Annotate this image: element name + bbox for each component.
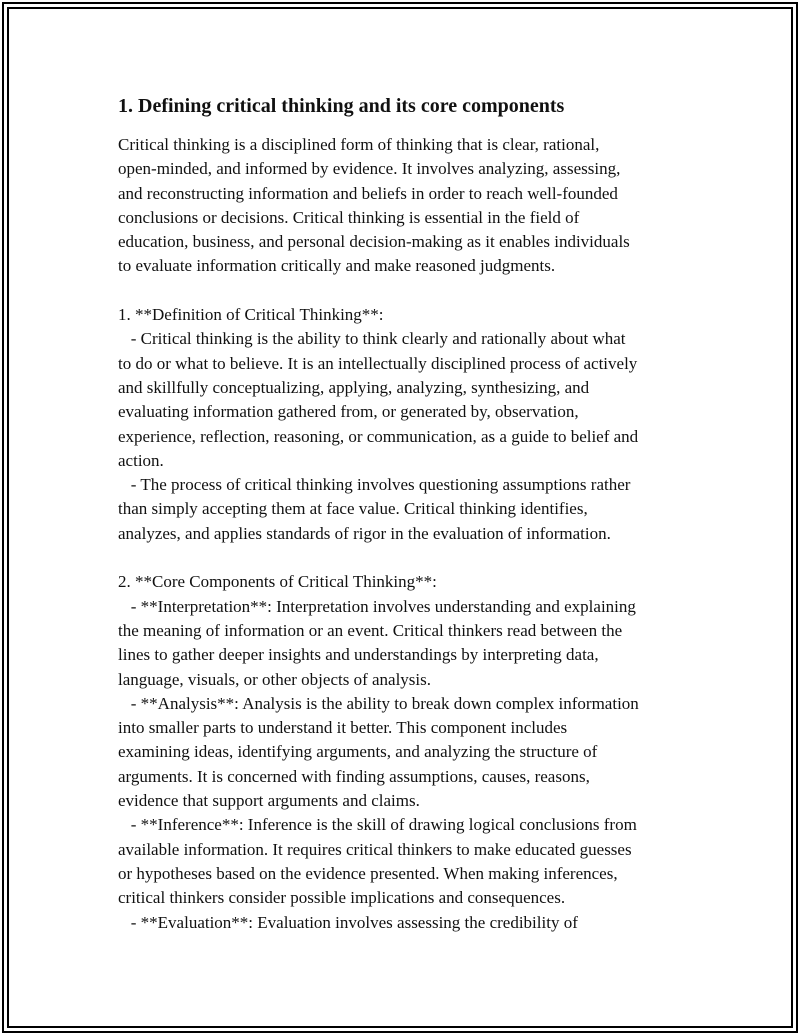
body-line: to do or what to believe. It is an intellectually disciplined process of actively [118,353,638,373]
body-line: to evaluate information critically and make reasoned judgments. [118,256,556,276]
body-line: - The process of critical thinking involves questioning assumptions rather [118,475,631,495]
body-line: experience, reflection, reasoning, or communication, as a guide to belief and [118,426,639,446]
body-line: and skillfully conceptualizing, applying, analyzing, synthesizing, and [118,377,590,397]
body-line: available information. It requires critical thinkers to make educated guesses [118,839,632,859]
body-line: Critical thinking is a disciplined form of thinking that is clear, rational, [118,135,600,154]
body-line: evaluating information gathered from, or generated by, observation, [118,402,579,422]
document-body [118,133,690,935]
body-line: action. [118,450,164,470]
body-line: into smaller parts to understand it better. This component includes [118,718,568,738]
body-line: evidence that support arguments and claims. [118,791,420,811]
body-line: - Critical thinking is the ability to think clearly and rationally about what [118,329,626,349]
body-line: - **Inference**: Inference is the skill of drawing logical conclusions from [118,815,637,835]
body-line: analyzes, and applies standards of rigor in the evaluation of information. [118,523,611,543]
body-line: open-minded, and informed by evidence. It involves analyzing, assessing, [118,159,621,179]
body-line: conclusions or decisions. Critical thinking is essential in the field of [118,207,580,227]
body-line: language, visuals, or other objects of analysis. [118,669,432,689]
body-line: the meaning of information or an event. Critical thinkers read between the [118,620,623,640]
body-line: - **Interpretation**: Interpretation involves understanding and explaining [118,596,636,616]
body-line: arguments. It is concerned with finding assumptions, causes, reasons, [118,766,590,786]
body-line: lines to gather deeper insights and understandings by interpreting data, [118,645,599,665]
body-line: - **Evaluation**: Evaluation involves assessing the credibility of [118,912,578,932]
body-line: - **Analysis**: Analysis is the ability to break down complex information [118,693,639,713]
section-heading: 1. Defining critical thinking and its core components [118,95,565,117]
body-line: critical thinkers consider possible implications and consequences. [118,888,566,908]
blank-line [118,279,690,303]
body-line: than simply accepting them at face value. Critical thinking identifies, [118,499,588,519]
body-line: and reconstructing information and beliefs in order to reach well-founded [118,183,618,203]
blank-line [118,546,690,570]
document-page [118,93,690,935]
list-heading: 2. **Core Components of Critical Thinking**: [118,572,437,592]
body-line: education, business, and personal decision-making as it enables individuals [118,232,630,252]
body-line: examining ideas, identifying arguments, and analyzing the structure of [118,742,598,762]
list-heading: 1. **Definition of Critical Thinking**: [118,305,384,325]
body-line: or hypotheses based on the evidence presented. When making inferences, [118,863,618,883]
